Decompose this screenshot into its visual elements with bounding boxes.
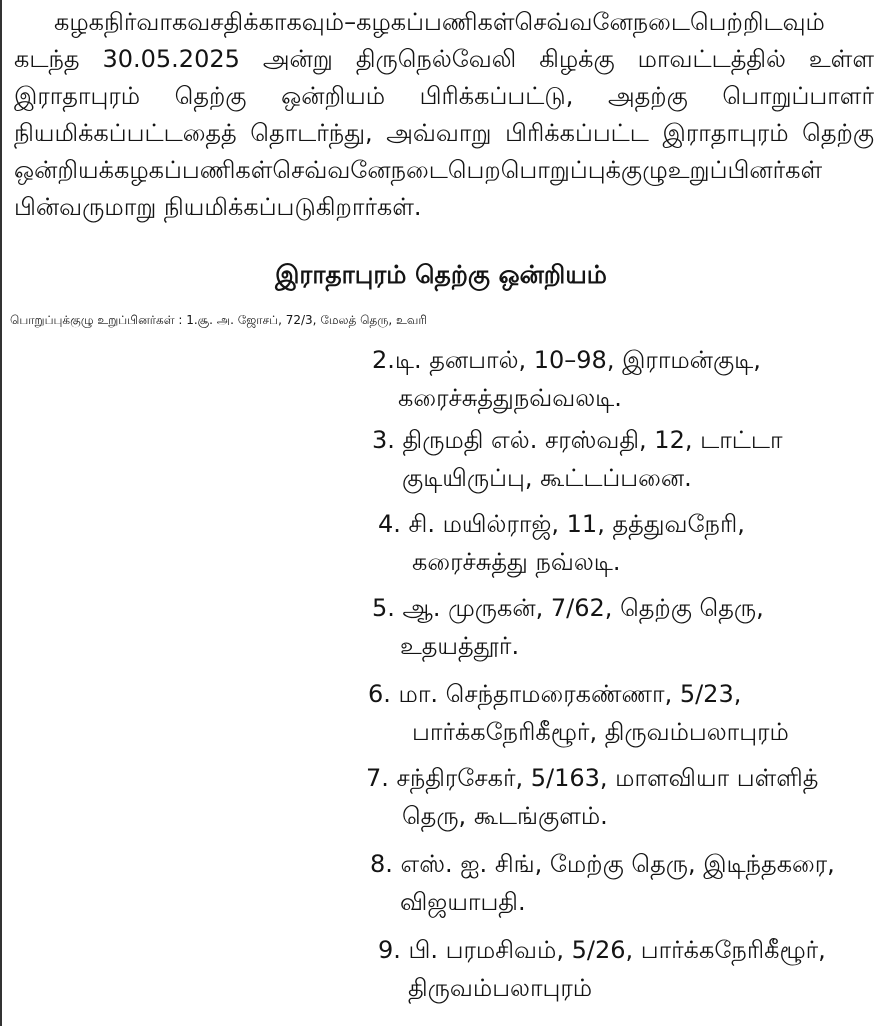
intro-line-5: ஒன்றியக்கழகப்பணிகள்செவ்வனேநடைபெறபொறுப்புக்குழுஉறுப்பினர்கள் bbox=[14, 156, 823, 184]
intro-line-1: கழகநிர்வாகவசதிக்காகவும்–கழகப்பணிகள்செவ்வனேநடைபெற்றிடவும் bbox=[54, 8, 825, 36]
member-item-8 bbox=[370, 846, 835, 922]
intro-paragraph bbox=[14, 4, 874, 226]
member-address: கரைச்சுத்துநவ்வலடி. bbox=[398, 384, 622, 412]
intro-line-2: கடந்த 30.05.2025 அன்று திருநெல்வேலி கிழக்கு மாவட்டத்தில் உள்ள bbox=[14, 45, 874, 73]
intro-line-4: நியமிக்கப்பட்டதைத் தொடர்ந்து, அவ்வாறு பிரிக்கப்பட்ட இராதாபுரம் தெற்கு bbox=[14, 119, 875, 147]
member-line: 9. பி. பரமசிவம், 5/26, பார்க்கநேரிகீழூர், bbox=[378, 936, 826, 964]
member-item-5 bbox=[372, 590, 764, 666]
member-address: விஜயாபதி. bbox=[400, 888, 526, 916]
left-border-rule bbox=[0, 0, 2, 1026]
member-address: தெரு, கூடங்குளம். bbox=[402, 802, 608, 830]
member-line: 2.டி. தனபால், 10–98, இராமன்குடி, bbox=[372, 346, 761, 374]
intro-line-3: இராதாபுரம் தெற்கு ஒன்றியம் பிரிக்கப்பட்டு, அதற்கு பொறுப்பாளர் bbox=[14, 82, 874, 110]
member-address: பார்க்கநேரிகீழூர், திருவம்பலாபுரம் bbox=[412, 718, 789, 746]
member-line: 7. சந்திரசேகர், 5/163, மாளவியா பள்ளித் bbox=[366, 764, 819, 792]
member-item-6 bbox=[368, 676, 789, 752]
members-label: பொறுப்புக்குழு உறுப்பினர்கள் : 1.சூ. அ. ஜோசப், 72/3, மேலத் தெரு, உவரி bbox=[10, 313, 427, 327]
section-heading: இராதாபுரம் தெற்கு ஒன்றியம் bbox=[275, 260, 607, 289]
member-item-7 bbox=[366, 760, 818, 836]
member-line: 3. திருமதி எல். சரஸ்வதி, 12, டாட்டா bbox=[372, 426, 783, 454]
member-line: 5. ஆ. முருகன், 7/62, தெற்கு தெரு, bbox=[372, 594, 764, 622]
intro-line-6: பின்வருமாறு நியமிக்கப்படுகிறார்கள். bbox=[14, 193, 422, 221]
member-line: 8. எஸ். ஐ. சிங், மேற்கு தெரு, இடிந்தகரை, bbox=[370, 850, 835, 878]
member-address: திருவம்பலாபுரம் bbox=[408, 974, 593, 1002]
member-item-3 bbox=[372, 422, 782, 498]
member-line: 4. சி. மயில்ராஜ், 11, தத்துவநேரி, bbox=[378, 510, 745, 538]
member-address: கரைச்சுத்து நவ்லடி. bbox=[412, 548, 621, 576]
member-item-9 bbox=[378, 932, 826, 1008]
member-item-2 bbox=[372, 342, 761, 418]
member-item-4 bbox=[378, 506, 745, 582]
member-line: 6. மா. செந்தாமரைகண்ணா, 5/23, bbox=[368, 680, 742, 708]
member-address: குடியிருப்பு, கூட்டப்பனை. bbox=[402, 464, 692, 492]
member-address: உதயத்தூர். bbox=[400, 632, 520, 660]
